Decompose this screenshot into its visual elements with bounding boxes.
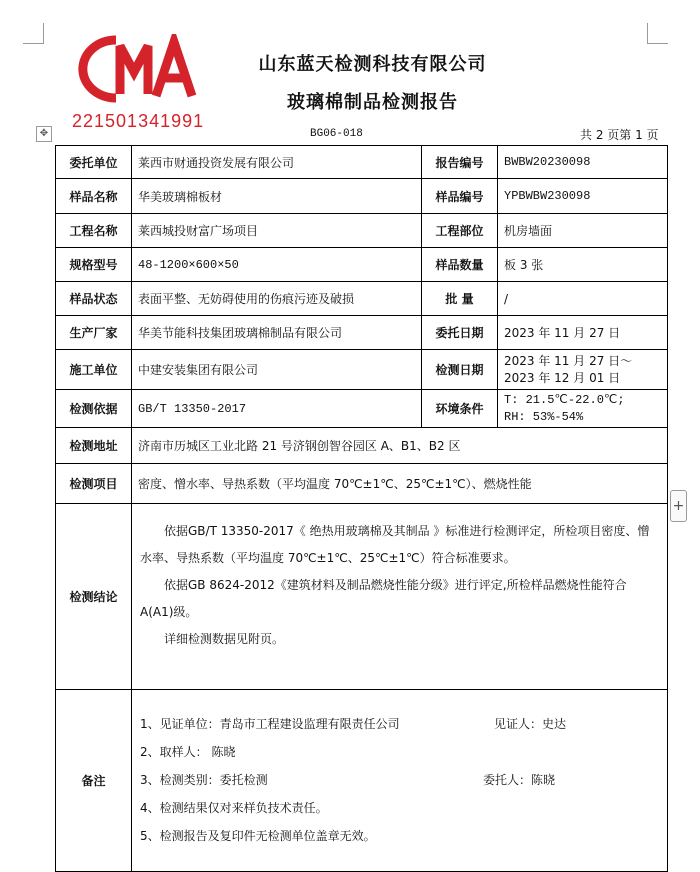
note-line-2: 2、取样人： 陈晓 (140, 745, 236, 759)
cma-certificate-number: 221501341991 (72, 111, 205, 131)
test-date-end: 2023 年 12 月 01 日 (504, 370, 621, 385)
form-code: BG06-018 (310, 128, 363, 140)
sample-name-label: 样品名称 (56, 179, 132, 214)
report-number-value: BWBW20230098 (498, 146, 668, 179)
spec-label: 规格型号 (56, 248, 132, 282)
environment-humidity: RH: 53%-54% (504, 409, 584, 424)
conclusion-paragraph-2: 依据GB 8624-2012《建筑材料及制品燃烧性能分级》进行评定,所检样品燃烧性能符合 A(A1)级。 (140, 578, 627, 619)
sample-state-value: 表面平整、无妨碍使用的伤痕污迹及破损 (132, 282, 422, 316)
note-line-1 (140, 710, 667, 738)
spec-value: 48-1200×600×50 (132, 248, 422, 282)
client-value: 莱西市财通投资发展有限公司 (132, 146, 422, 179)
table-row (56, 350, 668, 390)
constructor-value: 中建安装集团有限公司 (132, 350, 422, 390)
table-row (56, 464, 668, 504)
sample-quantity-label: 样品数量 (422, 248, 498, 282)
table-row (56, 316, 668, 350)
note-witness-unit: 1、见证单位：青岛市工程建设监理有限责任公司 (140, 717, 400, 731)
environment-temperature: T: 21.5℃-22.0℃; (504, 392, 625, 407)
report-number-label: 报告编号 (422, 146, 498, 179)
side-expand-icon[interactable]: + (670, 490, 687, 522)
page-corner-top-left (23, 23, 44, 44)
conclusion-label: 检测结论 (56, 504, 132, 690)
note-line-3 (140, 766, 667, 794)
table-row (56, 428, 668, 464)
test-address-value: 济南市历城区工业北路 21 号济钢创智谷园区 A、B1、B2 区 (132, 428, 668, 464)
batch-value: / (498, 282, 668, 316)
notes-label: 备注 (56, 690, 132, 872)
note-line-5: 5、检测报告及复印件无检测单位盖章无效。 (140, 829, 376, 843)
note-witness: 见证人：史达 (494, 717, 567, 731)
test-date-value (498, 350, 668, 390)
table-row (56, 214, 668, 248)
constructor-label: 施工单位 (56, 350, 132, 390)
company-name: 山东蓝天检测科技有限公司 (258, 54, 487, 75)
notes-text (132, 690, 668, 872)
table-row (56, 248, 668, 282)
note-test-category: 3、检测类别：委托检测 (140, 773, 268, 787)
project-value: 莱西城投财富广场项目 (132, 214, 422, 248)
commission-date-value: 2023 年 11 月 27 日 (498, 316, 668, 350)
cma-logo-icon (64, 34, 204, 104)
test-address-label: 检测地址 (56, 428, 132, 464)
table-row (56, 504, 668, 690)
conclusion-paragraph-1: 依据GB/T 13350-2017《 绝热用玻璃棉及其制品 》标准进行检测评定，所检项目密度、憎水率、导热系数（平均温度 70℃±1℃、25℃±1℃）符合标准要求。 (140, 524, 650, 565)
report-title: 玻璃棉制品检测报告 (287, 92, 458, 113)
note-line-4: 4、检测结果仅对来样负技术责任。 (140, 801, 328, 815)
test-date-start: 2023 年 11 月 27 日～ (504, 353, 633, 368)
basis-value: GB/T 13350-2017 (132, 390, 422, 428)
test-items-label: 检测项目 (56, 464, 132, 504)
page-info: 共 2 页第 1 页 (580, 128, 659, 142)
sample-number-value: YPBWBW230098 (498, 179, 668, 214)
table-row (56, 146, 668, 179)
sample-state-label: 样品状态 (56, 282, 132, 316)
table-row (56, 690, 668, 872)
project-part-value: 机房墙面 (498, 214, 668, 248)
sample-name-value: 华美玻璃棉板材 (132, 179, 422, 214)
batch-label: 批 量 (422, 282, 498, 316)
conclusion-text (132, 504, 668, 690)
report-table (55, 145, 668, 872)
note-client-person: 委托人：陈晓 (483, 773, 556, 787)
page-corner-top-right (647, 23, 668, 44)
project-part-label: 工程部位 (422, 214, 498, 248)
environment-value (498, 390, 668, 428)
client-label: 委托单位 (56, 146, 132, 179)
manufacturer-label: 生产厂家 (56, 316, 132, 350)
commission-date-label: 委托日期 (422, 316, 498, 350)
conclusion-paragraph-3: 详细检测数据见附页。 (164, 632, 285, 646)
table-row (56, 390, 668, 428)
project-label: 工程名称 (56, 214, 132, 248)
manufacturer-value: 华美节能科技集团玻璃棉制品有限公司 (132, 316, 422, 350)
table-move-handle-icon[interactable]: ✥ (36, 126, 52, 142)
table-row (56, 282, 668, 316)
basis-label: 检测依据 (56, 390, 132, 428)
sample-number-label: 样品编号 (422, 179, 498, 214)
test-items-value: 密度、憎水率、导热系数（平均温度 70℃±1℃、25℃±1℃）、燃烧性能 (132, 464, 668, 504)
sample-quantity-value: 板 3 张 (498, 248, 668, 282)
test-date-label: 检测日期 (422, 350, 498, 390)
environment-label: 环境条件 (422, 390, 498, 428)
table-row (56, 179, 668, 214)
